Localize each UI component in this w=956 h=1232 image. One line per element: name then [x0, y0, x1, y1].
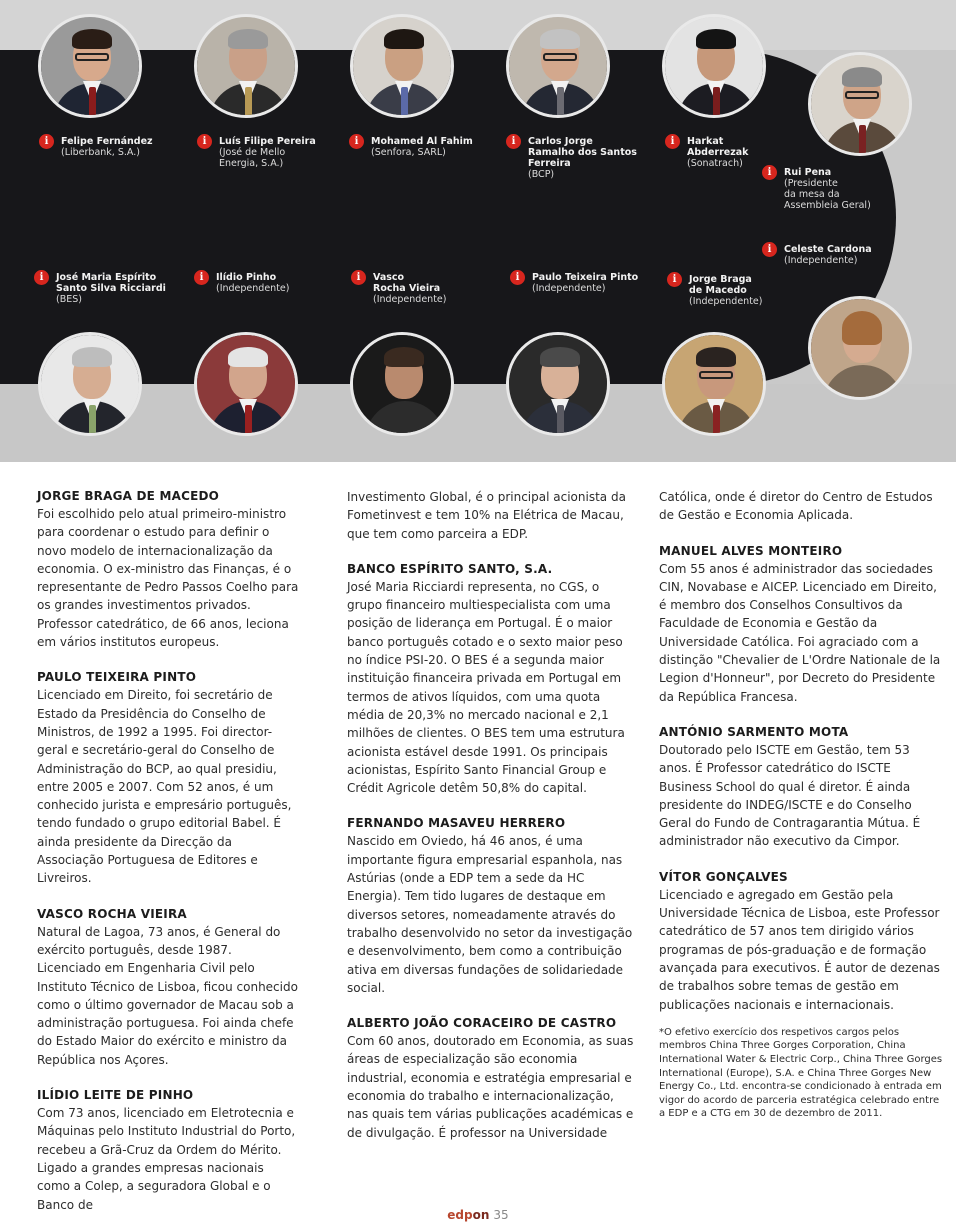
info-icon[interactable]: i [506, 134, 521, 149]
section-banco-espirito-santo [347, 561, 635, 798]
section-jorge-braga-de-macedo [37, 488, 299, 651]
label-carlos-jorge-ferreira: i Carlos Jorge Ramalho dos Santos Ferreira (BCP) [528, 136, 637, 180]
label-luis-filipe-pereira: i Luís Filipe Pereira (José de Mello Energia, S.A.) [219, 136, 316, 169]
photo-luis-filipe-pereira [194, 14, 298, 118]
photo-carlos-jorge-ferreira [506, 14, 610, 118]
section-title: ALBERTO JOÃO CORACEIRO DE CASTRO [347, 1016, 617, 1031]
section-body: Com 55 anos é administrador das sociedades CIN, Novabase e AICEP. Licenciado em Direito, é membro dos Conselhos Consultivos da Faculdade de Economia e Gestão da Universidade Católica. Foi agraciado com a distinção "Chevalier de L'Ordre Nationale de la Legion d'Honneur", por Decreto do Presidente da República Francesa. [659, 561, 941, 704]
label-felipe-fernandez: i Felipe Fernández (Liberbank, S.A.) [61, 136, 153, 158]
section-alberto-joao-coraceiro-de-castro [347, 1015, 635, 1142]
label-rui-pena: i Rui Pena (Presidente da mesa da Assembleia Geral) [784, 167, 871, 211]
section-title: JORGE BRAGA DE MACEDO [37, 489, 220, 503]
photo-jose-maria-ricciardi [38, 332, 142, 436]
section-body: Foi escolhido pelo atual primeiro-ministro para coordenar o estudo para definir o novo modelo de internacionalização da economia. O ex-ministro das Finanças, é o representante de Pedro Passos Coelho para os grandes investimentos privados. Professor catedrático, de 66 anos, leciona em vários institutos europeus. [37, 507, 299, 650]
section-title: ANTÓNIO SARMENTO MOTA [659, 724, 849, 739]
label-mohamed-al-fahim: i Mohamed Al Fahim (Senfora, SARL) [371, 136, 473, 158]
section-body: Licenciado em Direito, foi secretário de Estado da Presidência do Conselho de Ministros, de 1992 a 1995. Foi director-geral e secretário-geral do Conselho de Administração do BCP, ao qual presidiu, entre 2005 e 2007. Com 52 anos, é um conhecido jurista e empresário português, tendo fundado o grupo editorial Babel. É ainda presidente da Direcção da Associação Portuguesa de Editores e Livreiros. [37, 688, 292, 886]
section-title: MANUEL ALVES MONTEIRO [659, 543, 843, 558]
photo-paulo-teixeira-pinto [506, 332, 610, 436]
section-vasco-rocha-vieira [37, 906, 299, 1069]
photo-felipe-fernandez [38, 14, 142, 118]
section-antonio-sarmento-mota [659, 724, 944, 851]
info-icon[interactable]: i [665, 134, 680, 149]
info-icon[interactable]: i [351, 270, 366, 285]
edpon-logo: edpon [447, 1208, 490, 1222]
info-icon[interactable]: i [194, 270, 209, 285]
label-jorge-braga-de-macedo: i Jorge Braga de Macedo (Independente) [689, 274, 762, 307]
section-vitor-goncalves [659, 869, 944, 1014]
section-paulo-teixeira-pinto [37, 669, 299, 887]
section-title: PAULO TEIXEIRA PINTO [37, 670, 197, 685]
info-icon[interactable]: i [34, 270, 49, 285]
photo-celeste-cardona [808, 296, 912, 400]
info-icon[interactable]: i [39, 134, 54, 149]
section-body: Com 73 anos, licenciado em Eletrotecnia e Máquinas pelo Instituto Industrial do Porto, recebeu a Grã-Cruz da Ordem do Mérito. Ligado a grandes empresas nacionais como a Colep, a seguradora Global e o Banco de [37, 1106, 296, 1212]
section-ilidio-leite-de-pinho-continued [347, 488, 635, 543]
board-photo-band [0, 0, 956, 462]
label-harkat-abderrezak: i Harkat Abderrezak (Sonatrach) [687, 136, 748, 169]
photo-jorge-braga-de-macedo [662, 332, 766, 436]
page-footer [0, 1208, 956, 1222]
photo-mohamed-al-fahim [350, 14, 454, 118]
text-column-1 [37, 488, 299, 1232]
label-vasco-rocha-vieira: i Vasco Rocha Vieira (Independente) [373, 272, 446, 305]
section-body: Nascido em Oviedo, há 46 anos, é uma importante figura empresarial espanhola, nas Astúrias (onde a EDP tem a sede da HC Energia). Tem tido lugares de destaque em diversos setores, nomeadamente através do trabalho desenvolvido no setor da investigação e desenvolvimento, bem como a contribuição ativa em diversas fundações de solidariedade social. [347, 834, 633, 995]
footnote: *O efetivo exercício dos respetivos cargos pelos membros China Three Gorges Corporation, China International Water & Electric Corp., China Three Gorges International (Europe), S.A. e China Three Gorges New Energy Co., Ltd. encontra-se condicionado à entrada em vigor do acordo de parceria estratégica celebrado entre a EDP e a CTG em 30 de dezembro de 2011. [659, 1026, 943, 1120]
section-body: Investimento Global, é o principal acionista da Fometinvest e tem 10% na Elétrica de Macau, que tem como parceira a EDP. [347, 490, 626, 541]
section-title: VASCO ROCHA VIEIRA [37, 906, 187, 921]
label-paulo-teixeira-pinto: i Paulo Teixeira Pinto (Independente) [532, 272, 638, 294]
photo-ilidio-pinho [194, 332, 298, 436]
photo-rui-pena [808, 52, 912, 156]
section-fernando-masaveu-herrero [347, 815, 635, 997]
section-body: Licenciado e agregado em Gestão pela Universidade Técnica de Lisboa, este Professor catedrático de 57 anos tem dirigido vários programas de pós-graduação e de formação avançada para executivos. É autor de dezenas de trabalhos sobre temas de gestão em publicações nacionais e internacionais. [659, 887, 940, 1012]
section-body: Natural de Lagoa, 73 anos, é General do exército português, desde 1987. Licenciado em Engenharia Civil pelo Instituto Técnico de Lisboa, ficou conhecido como o último governador de Macau sob a administração portuguesa. Foi ainda chefe do Estado Maior do exército e ministro da República nos Açores. [37, 924, 298, 1067]
text-column-3 [659, 488, 944, 1131]
section-body: Doutorado pelo ISCTE em Gestão, tem 53 anos. É Professor catedrático do ISCTE Business School do qual é diretor. É ainda presidente do INDEG/ISCTE e do Conselho Geral do Fundo de Contragarantia Mútua. É administrador não executivo da Cimpor. [659, 742, 921, 849]
info-icon[interactable]: i [349, 134, 364, 149]
section-manuel-alves-monteiro [659, 543, 944, 706]
label-ilidio-pinho: i Ilídio Pinho (Independente) [216, 272, 289, 294]
section-title: VÍTOR GONÇALVES [659, 869, 788, 884]
text-column-2 [347, 488, 635, 1160]
section-title: ILÍDIO LEITE DE PINHO [37, 1088, 194, 1103]
photo-vasco-rocha-vieira [350, 332, 454, 436]
photo-harkat-abderrezak [662, 14, 766, 118]
section-body: Com 60 anos, doutorado em Economia, as suas áreas de especialização são economia industrial, economia e estratégia empresarial e economia do trabalho e internacionalização, nas quais tem várias publicações académicas e de divulgação. É professor na Universidade [347, 1034, 634, 1140]
page-number: 35 [493, 1208, 509, 1222]
section-title: FERNANDO MASAVEU HERRERO [347, 816, 566, 831]
label-jose-maria-ricciardi: i José Maria Espírito Santo Silva Ricciardi (BES) [56, 272, 166, 305]
section-ilidio-leite-de-pinho [37, 1087, 299, 1214]
info-icon[interactable]: i [762, 242, 777, 257]
info-icon[interactable]: i [667, 272, 682, 287]
label-celeste-cardona: i Celeste Cardona (Independente) [784, 244, 872, 266]
section-title: BANCO ESPÍRITO SANTO, S.A. [347, 561, 553, 576]
info-icon[interactable]: i [510, 270, 525, 285]
info-icon[interactable]: i [762, 165, 777, 180]
section-body: Católica, onde é diretor do Centro de Estudos de Gestão e Economia Aplicada. [659, 490, 933, 523]
section-alberto-joao-coraceiro-de-castro-continued [659, 488, 944, 525]
band-top-strip [0, 0, 956, 50]
section-body: José Maria Ricciardi representa, no CGS, o grupo financeiro multiespecialista com uma posição de liderança em Portugal. É o maior banco português cotado e o sexto maior peso no índice PSI-20. O BES é a segunda maior instituição financeira privada em Portugal em termos de ativos líquidos, com uma quota média de 20,3% no mercado nacional e 2,1 milhões de clientes. O BES tem uma estrutura acionista estável desde 1991. Os principais acionistas, Espírito Santo Financial Group e Crédit Agricole detêm 50,8% do capital. [347, 579, 625, 796]
info-icon[interactable]: i [197, 134, 212, 149]
